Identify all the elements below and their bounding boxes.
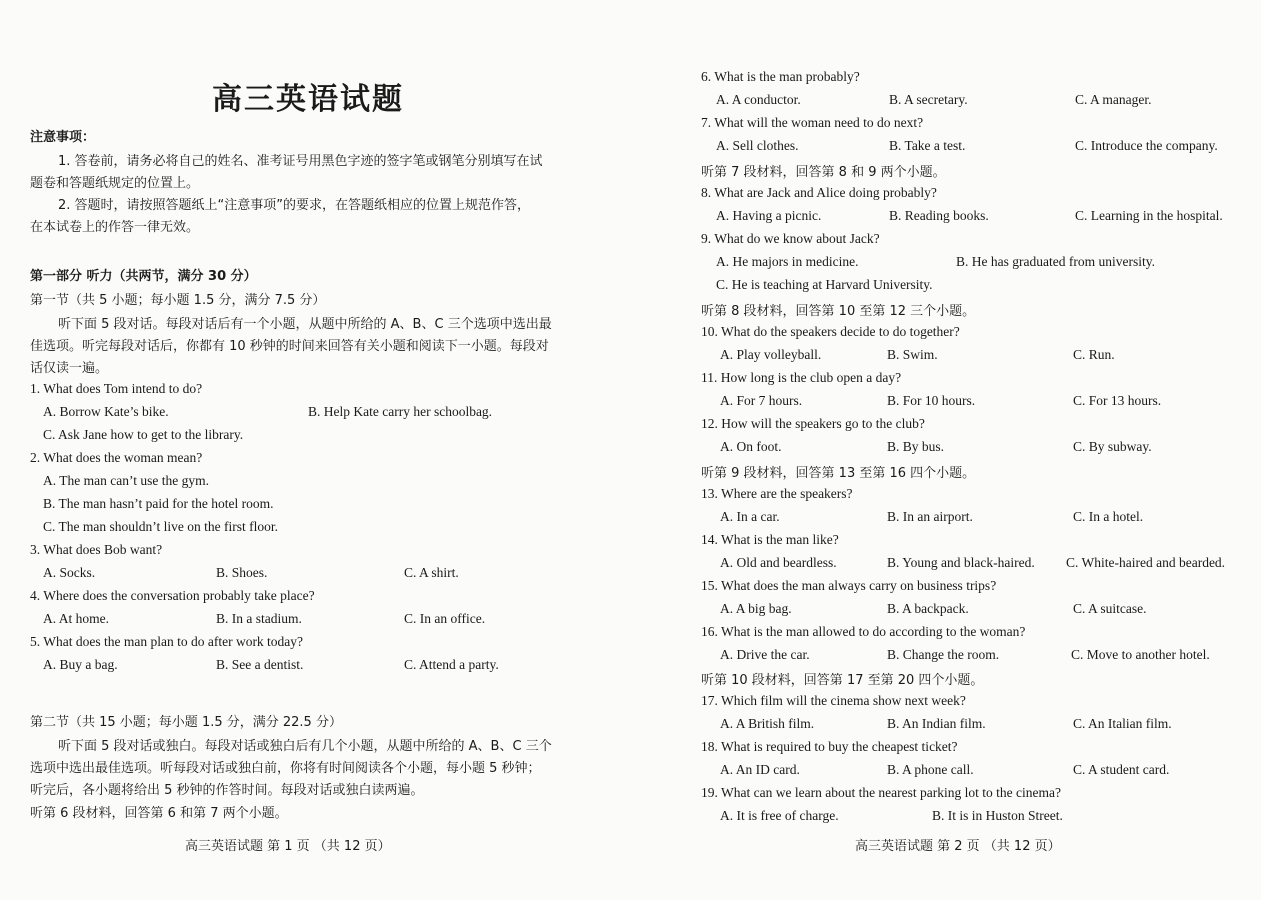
option-b: B. See a dentist. [216, 657, 304, 672]
notice-heading: 注意事项： [30, 130, 96, 145]
option-a: A. An ID card. [720, 762, 800, 777]
question-stem: 7. What will the woman need to do next? [701, 115, 924, 130]
option-b: B. In an airport. [887, 509, 973, 524]
option-c: C. Ask Jane how to get to the library. [43, 427, 244, 442]
option-a: A. Old and beardless. [720, 555, 837, 570]
option-c: C. For 13 hours. [1073, 393, 1162, 408]
question-stem: 4. Where does the conversation probably take place? [30, 588, 315, 603]
option-a: A. On foot. [720, 439, 782, 454]
option-a: A. Having a picnic. [716, 208, 822, 223]
option-c: C. In an office. [404, 611, 486, 626]
page-footer: 高三英语试题 第 1 页 （共 12 页） [185, 839, 391, 854]
notice-2-line2: 在本试卷上的作答一律无效。 [30, 220, 200, 235]
question-stem: 9. What do we know about Jack? [701, 231, 880, 246]
question-stem: 11. How long is the club open a day? [701, 370, 902, 385]
notice-2-line1: 2. 答题时，请按照答题纸上“注意事项”的要求，在答题纸相应的位置上规范作答， [58, 198, 531, 213]
option-a: A. Socks. [43, 565, 96, 580]
option-a: A. A big bag. [720, 601, 792, 616]
option-a: A. Drive the car. [720, 647, 810, 662]
option-b: B. It is in Huston Street. [932, 808, 1063, 823]
exam-title: 高三英语试题 [212, 82, 404, 117]
question-stem: 15. What does the man always carry on business trips? [701, 578, 997, 593]
option-c: C. A suitcase. [1073, 601, 1147, 616]
option-b: B. Swim. [887, 347, 938, 362]
option-a: A. Sell clothes. [716, 138, 799, 153]
option-b: B. Take a test. [889, 138, 966, 153]
option-a: A. Buy a bag. [43, 657, 118, 672]
option-c: C. In a hotel. [1073, 509, 1144, 524]
option-b: B. A phone call. [887, 762, 974, 777]
question-stem: 5. What does the man plan to do after work today? [30, 634, 304, 649]
question-stem: 6. What is the man probably? [701, 69, 860, 84]
section2-heading: 第二节（共 15 小题；每小题 1.5 分，满分 22.5 分） [30, 715, 342, 730]
material-6-heading: 听第 6 段材料，回答第 6 和第 7 两个小题。 [30, 806, 288, 821]
option-b: B. He has graduated from university. [956, 254, 1155, 269]
option-c: C. Run. [1073, 347, 1115, 362]
option-a: A. A British film. [720, 716, 815, 731]
question-stem: 3. What does Bob want? [30, 542, 163, 557]
option-b: B. Young and black-haired. [887, 555, 1035, 570]
option-b: B. A secretary. [889, 92, 968, 107]
question-stem: 1. What does Tom intend to do? [30, 381, 203, 396]
question-stem: 2. What does the woman mean? [30, 450, 203, 465]
question-stem: 8. What are Jack and Alice doing probably? [701, 185, 937, 200]
option-c: C. A student card. [1073, 762, 1170, 777]
notice-1-line1: 1. 答卷前，请务必将自己的姓名、准考证号用黑色字迹的签字笔或钢笔分别填写在试 [58, 154, 543, 169]
option-a: A. A conductor. [716, 92, 801, 107]
option-a: A. At home. [43, 611, 109, 626]
option-c: C. White-haired and bearded. [1066, 555, 1226, 570]
section1-instruction-line3: 话仅读一遍。 [30, 361, 109, 376]
option-b: B. Change the room. [887, 647, 1000, 662]
question-stem: 12. How will the speakers go to the club? [701, 416, 925, 431]
option-c: C. By subway. [1073, 439, 1152, 454]
section2-instruction-line2: 选项中选出最佳选项。听每段对话或独白前，你将有时间阅读各个小题，每小题 5 秒钟； [30, 761, 541, 776]
option-a: A. Play volleyball. [720, 347, 822, 362]
option-a: A. The man can’t use the gym. [43, 473, 209, 488]
option-a: A. For 7 hours. [720, 393, 803, 408]
option-c: C. An Italian film. [1073, 716, 1172, 731]
material-7-heading: 听第 7 段材料，回答第 8 和 9 两个小题。 [701, 165, 946, 180]
question-stem: 17. Which film will the cinema show next week? [701, 693, 966, 708]
section2-instruction-line3: 听完后，各小题将给出 5 秒钟的作答时间。每段对话或独白读两遍。 [30, 783, 424, 798]
question-stem: 14. What is the man like? [701, 532, 839, 547]
option-c: C. He is teaching at Harvard University. [716, 277, 933, 292]
question-stem: 13. Where are the speakers? [701, 486, 853, 501]
option-c: C. Learning in the hospital. [1075, 208, 1223, 223]
option-b: B. For 10 hours. [887, 393, 976, 408]
material-10-heading: 听第 10 段材料，回答第 17 至第 20 四个小题。 [701, 673, 984, 688]
option-b: B. By bus. [887, 439, 945, 454]
section1-instruction-line1: 听下面 5 段对话。每段对话后有一个小题，从题中所给的 A、B、C 三个选项中选出最 [58, 317, 552, 332]
option-a: A. He majors in medicine. [716, 254, 859, 269]
part1-heading: 第一部分 听力（共两节，满分 30 分） [30, 269, 257, 284]
option-b: B. The man hasn’t paid for the hotel room. [43, 496, 274, 511]
question-stem: 18. What is required to buy the cheapest ticket? [701, 739, 958, 754]
option-b: B. A backpack. [887, 601, 969, 616]
question-stem: 19. What can we learn about the nearest parking lot to the cinema? [701, 785, 1061, 800]
option-c: C. Move to another hotel. [1071, 647, 1210, 662]
section2-instruction-line1: 听下面 5 段对话或独白。每段对话或独白后有几个小题，从题中所给的 A、B、C 三个 [58, 739, 552, 754]
option-b: B. Shoes. [216, 565, 268, 580]
option-a: A. Borrow Kate’s bike. [43, 404, 169, 419]
option-c: C. A manager. [1075, 92, 1152, 107]
option-a: A. It is free of charge. [720, 808, 839, 823]
option-b: B. An Indian film. [887, 716, 986, 731]
material-8-heading: 听第 8 段材料，回答第 10 至第 12 三个小题。 [701, 304, 976, 319]
page-footer: 高三英语试题 第 2 页 （共 12 页） [855, 839, 1061, 854]
option-c: C. Attend a party. [404, 657, 499, 672]
section1-instruction-line2: 佳选项。听完每段对话后，你都有 10 秒钟的时间来回答有关小题和阅读下一小题。每段对 [30, 339, 549, 354]
section1-heading: 第一节（共 5 小题；每小题 1.5 分，满分 7.5 分） [30, 293, 326, 308]
option-c: C. Introduce the company. [1075, 138, 1218, 153]
option-b: B. Help Kate carry her schoolbag. [308, 404, 493, 419]
option-a: A. In a car. [720, 509, 780, 524]
notice-1-line2: 题卷和答题纸规定的位置上。 [30, 176, 200, 191]
option-c: C. The man shouldn’t live on the first floor. [43, 519, 278, 534]
question-stem: 10. What do the speakers decide to do together? [701, 324, 960, 339]
option-c: C. A shirt. [404, 565, 459, 580]
option-b: B. In a stadium. [216, 611, 302, 626]
question-stem: 16. What is the man allowed to do according to the woman? [701, 624, 1026, 639]
option-b: B. Reading books. [889, 208, 989, 223]
material-9-heading: 听第 9 段材料，回答第 13 至第 16 四个小题。 [701, 466, 976, 481]
